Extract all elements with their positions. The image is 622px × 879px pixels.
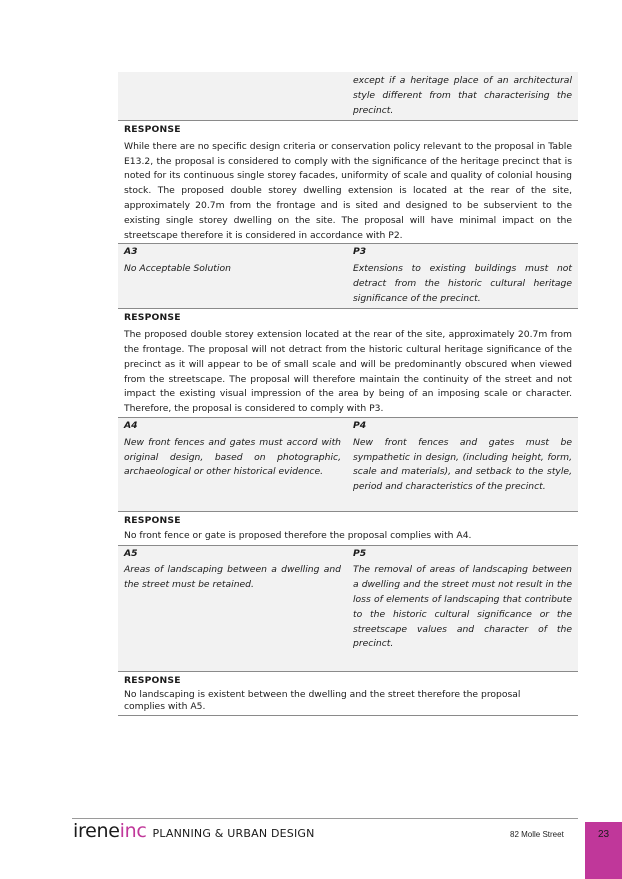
response-a5-line-1: No landscaping is existent between the dwelling and the street therefore the proposal [124, 688, 521, 700]
a3-heading: A3 [124, 246, 138, 258]
logo-tagline: PLANNING & URBAN DESIGN [152, 827, 315, 840]
response-text-p2: While there are no specific design criteria or conservation policy relevant to the proposal in Table E13.2, the proposal is considered to comply with the significance of the heritage precinct that is noted for its continuous single storey facades, uniformity of scale and quality of colonial housing stock. The proposed double storey dwelling extension is located at the rear of the site, approximately 20.7m from the frontage and is sited and designed to be subservient to the existing single storey dwelling on the site. The proposal will have minimal impact on the streetscape therefore it is considered in accordance with P2. [124, 140, 572, 241]
p4-cell [347, 418, 578, 511]
response-a5-line-2: complies with A5. [124, 700, 206, 712]
response-block-a4 [118, 512, 578, 546]
p3-cell [347, 244, 578, 308]
footer-address: 82 Molle Street [510, 830, 564, 839]
p3-text: Extensions to existing buildings must not detract from the historic cultural heritage significance of the precinct. [353, 263, 572, 304]
continuation-left-cell [118, 72, 347, 120]
continuation-line-1: except if a heritage place of an architectural [353, 75, 572, 86]
page-number: 23 [597, 829, 610, 840]
a5-cell [118, 546, 347, 671]
p5-heading: P5 [353, 547, 367, 559]
logo-wordmark-irene: irene [73, 820, 120, 842]
p5-text: The removal of areas of landscaping between a dwelling and the street must not result in the loss of elements of landscaping that contribute to the historic cultural significance or the streetscape values and character of the precinct. [353, 564, 572, 650]
table-row-continuation [118, 72, 578, 120]
table-row-a3-p3 [118, 243, 578, 309]
response-text-a4: No front fence or gate is proposed therefore the proposal complies with A4. [124, 529, 472, 541]
response-block-a5 [118, 672, 578, 716]
a3-text: No Acceptable Solution [124, 263, 231, 275]
footer-rule [72, 818, 578, 819]
table-row-a5-p5 [118, 546, 578, 672]
continuation-line-3: precinct. [353, 104, 394, 116]
response-heading: RESPONSE [124, 514, 181, 526]
p4-text: New front fences and gates must be sympathetic in design, (including height, form, scale and materials), and setback to the style, period and characteristics of the precinct. [353, 436, 572, 493]
response-block-p2 [118, 120, 578, 243]
p4-heading: P4 [353, 419, 367, 431]
table-row-a4-p4 [118, 417, 578, 512]
planning-assessment-table [118, 72, 578, 716]
a5-text: Areas of landscaping between a dwelling and the street must be retained. [124, 564, 341, 591]
response-block-p3 [118, 309, 578, 417]
response-text-p3: The proposed double storey extension located at the rear of the site, approximately 20.7m from the frontage. The proposal will not detract from the historic cultural heritage significance of the precinct as it will appear to be of small scale and will be predominantly obscured when viewed from the streetscape. The proposal will therefore maintain the continuity of the street and not impact the existing visual impression of the area by being of an imposing scale or character. Therefore, the proposal is considered to comply with P3. [124, 329, 572, 415]
p5-cell [347, 546, 578, 671]
company-logo [73, 820, 315, 844]
a5-heading: A5 [124, 547, 138, 559]
response-heading: RESPONSE [124, 674, 181, 686]
a4-text: New front fences and gates must accord with original design, based on photographic, archaeological or other historical evidence. [124, 436, 341, 478]
p3-heading: P3 [353, 246, 367, 258]
response-heading: RESPONSE [124, 124, 181, 135]
response-heading: RESPONSE [124, 312, 181, 324]
a3-cell [118, 244, 347, 308]
continuation-line-2: style different from that characterising the [353, 89, 572, 101]
a4-cell [118, 418, 347, 511]
continuation-right-cell [347, 72, 578, 120]
response-text-a5 [118, 688, 578, 714]
logo-wordmark-inc: inc [119, 820, 147, 842]
a4-heading: A4 [124, 419, 138, 431]
page-number-box [585, 822, 622, 879]
